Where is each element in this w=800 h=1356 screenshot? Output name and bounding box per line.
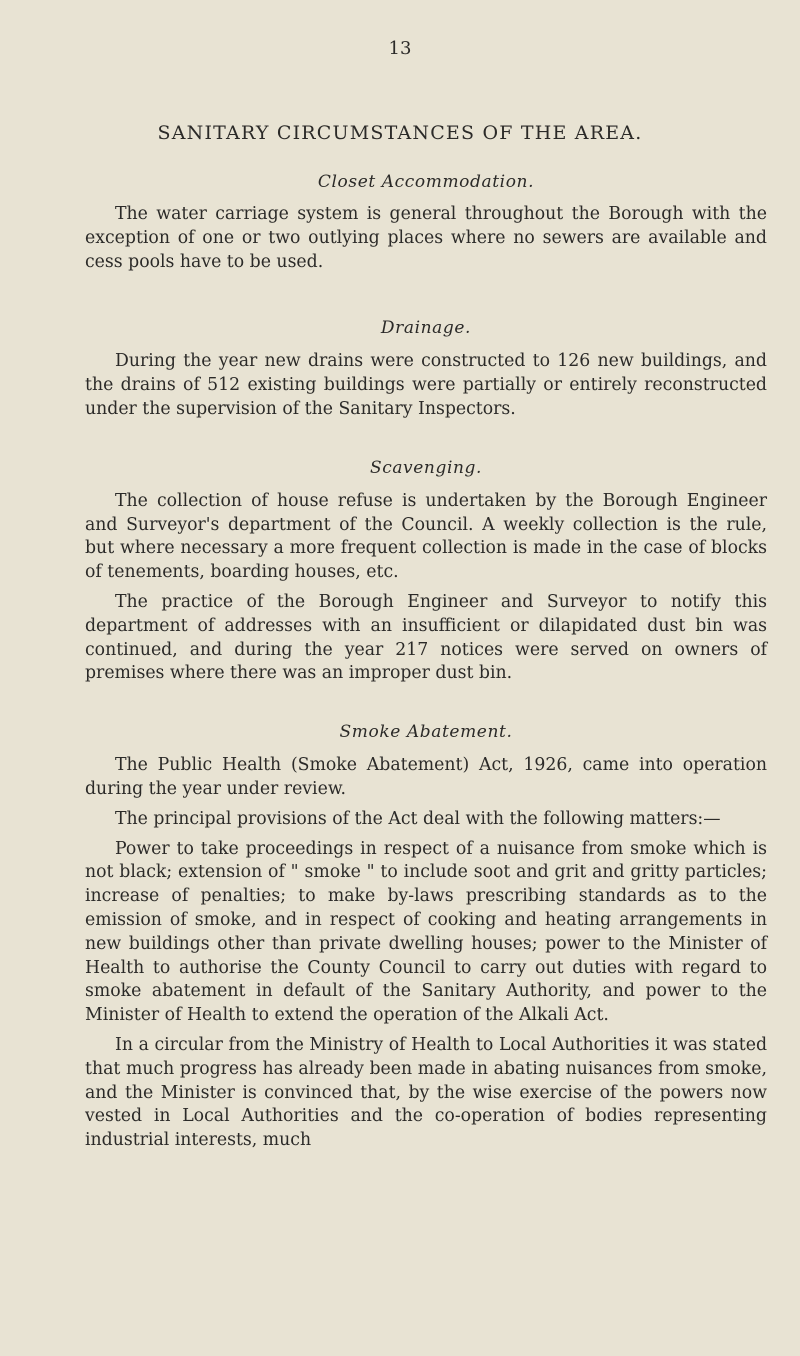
section-drainage (85, 316, 767, 421)
section-heading: Scavenging. (369, 457, 483, 478)
section-heading: Smoke Abatement. (339, 722, 513, 743)
section-smoke-abatement (85, 720, 767, 1153)
paragraph: In a circular from the Ministry of Health to Local Authorities it was stated that much progress has already been made in abating nuisances from smoke, and the Minister is convinced that, by the wise exercise of the powers now vested in Local Authorities and the co-operation of bodies representing industrial interests, much (85, 1034, 767, 1151)
paragraph: The principal provisions of the Act deal with the following matters:— (115, 808, 721, 829)
paragraph: Power to take proceedings in respect of a nuisance from smoke which is not black; extension of " smoke " to include soot and grit and gritty particles; increase of penalties; to make by-laws prescribing standards as to the emission of smoke, and in respect of cooking and heating arrangements in new buildings other than private dwelling houses; power to the Minister of Health to authorise the County Council to carry out duties with regard to smoke abatement in default of the Sanitary Authority, and power to the Minister of Health to extend the operation of the Alkali Act. (85, 838, 767, 1026)
section-closet-accommodation (85, 170, 767, 274)
document-body (85, 170, 767, 1153)
paragraph: The Public Health (Smoke Abatement) Act, 1926, came into operation during the year under review. (85, 755, 767, 799)
page-number: 13 (388, 38, 412, 59)
section-scavenging (85, 456, 767, 686)
section-heading: Closet Accommodation. (317, 172, 535, 192)
paragraph: During the year new drains were constructed to 126 new buildings, and the drains of 512 existing buildings were partially or entirely reconstructed under the supervision of the Sanitary Inspectors. (85, 351, 767, 419)
page-title: SANITARY CIRCUMSTANCES OF THE AREA. (157, 122, 643, 144)
paragraph: The collection of house refuse is undertaken by the Borough Engineer and Surveyor's department of the Council. A weekly collection is the rule, but where necessary a more frequent collection is made in the case of blocks of tenements, boarding houses, etc. (85, 490, 767, 583)
paragraph: The practice of the Borough Engineer and Surveyor to notify this department of addresses with an insufficient or dilapidated dust bin was continued, and during the year 217 notices were served on owners of premises where there was an improper dust bin. (85, 591, 767, 684)
paragraph: The water carriage system is general throughout the Borough with the exception of one or two outlying places where no sewers are available and cess pools have to be used. (85, 204, 767, 272)
section-heading: Drainage. (380, 318, 472, 339)
